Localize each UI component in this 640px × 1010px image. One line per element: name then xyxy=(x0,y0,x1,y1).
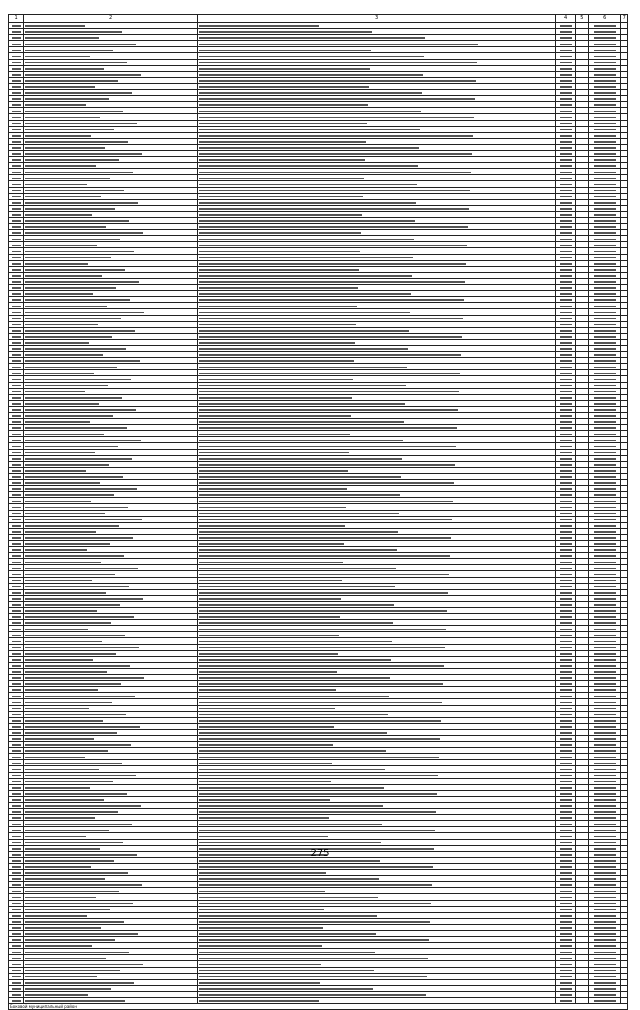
header-col-6: 6 xyxy=(588,15,621,23)
header-col-5: 5 xyxy=(575,15,588,23)
document-sheet xyxy=(8,14,628,1010)
header-col-4: 4 xyxy=(556,15,576,23)
page-number: 275 xyxy=(310,848,330,859)
table-body xyxy=(9,23,628,1010)
table-footer-row xyxy=(9,1004,628,1010)
work-schedule-table xyxy=(8,14,628,1010)
footer-note: Боковой муниципальный район xyxy=(9,1004,628,1010)
header-col-2: 2 xyxy=(24,15,198,23)
header-col-1: 1 xyxy=(9,15,24,23)
table-header-row xyxy=(9,15,628,23)
header-col-3: 3 xyxy=(197,15,555,23)
header-col-7: 7 xyxy=(622,15,626,21)
